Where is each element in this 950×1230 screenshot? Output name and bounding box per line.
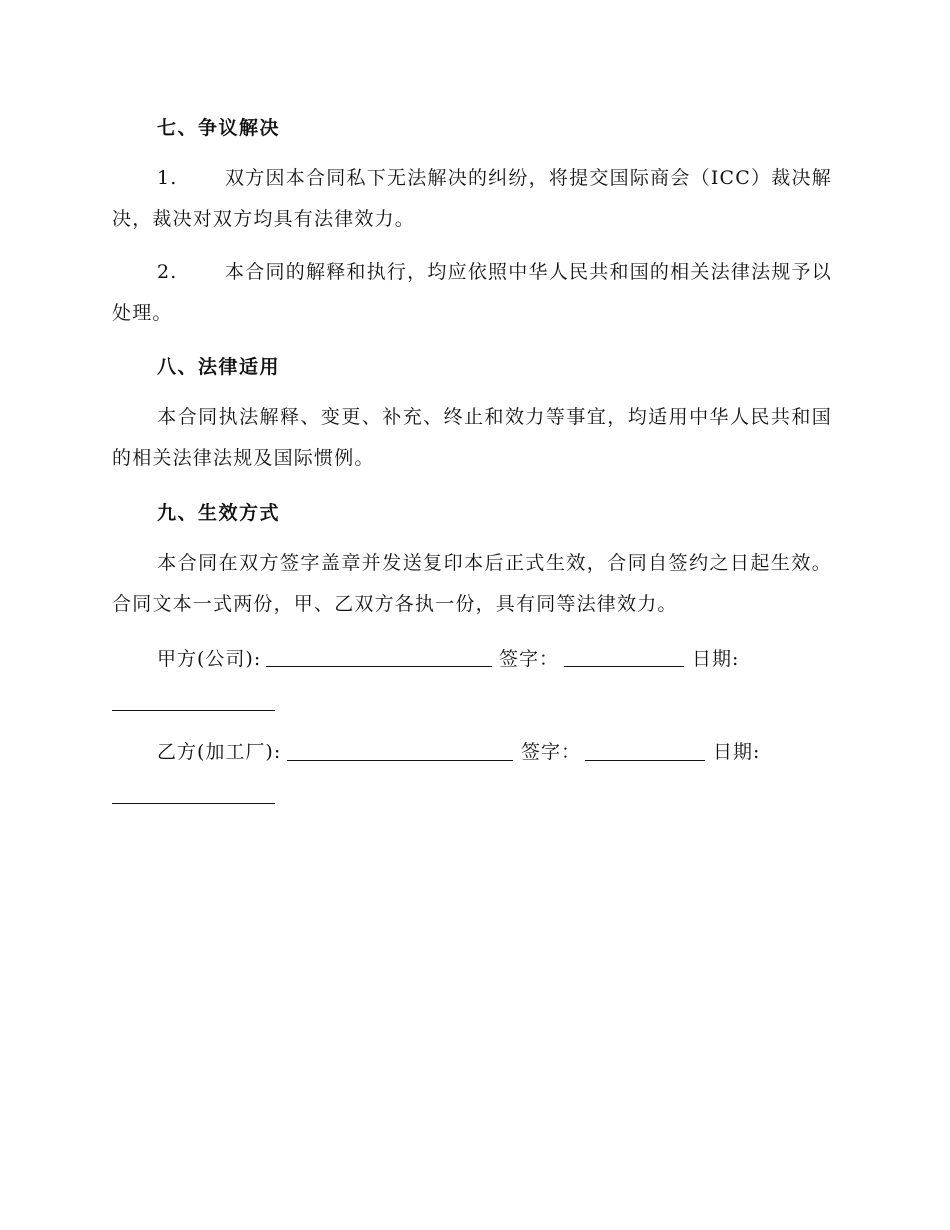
party-b-company-blank[interactable]: [287, 760, 513, 761]
item-text: 双方因本合同私下无法解决的纠纷，将提交国际商会（ICC）裁决解决，裁决对双方均具有法律效力。: [112, 167, 832, 230]
party-b-sign-blank[interactable]: [585, 760, 705, 761]
party-a-company-blank[interactable]: [266, 666, 492, 667]
party-b-label: 乙方(加工厂):: [157, 741, 282, 763]
party-a-sign-label: 签字：: [499, 648, 560, 670]
section-7-item-2: [112, 252, 832, 334]
party-b-date-label: 日期:: [713, 741, 761, 763]
party-b-date-blank[interactable]: [112, 803, 275, 804]
section-7-item-1: [112, 158, 832, 240]
paragraph-text: 本合同在双方签字盖章并发送复印本后正式生效，合同自签约之日起生效。合同文本一式两份，甲、乙双方各执一份，具有同等法律效力。: [112, 552, 832, 615]
paragraph-text: 本合同执法解释、变更、补充、终止和效力等事宜，均适用中华人民共和国的相关法律法规及国际惯例。: [112, 406, 832, 469]
section-9-heading: 九、生效方式: [157, 502, 281, 524]
party-b-sign-label: 签字：: [521, 741, 582, 763]
party-a-date-blank[interactable]: [112, 710, 275, 711]
party-a-label: 甲方(公司):: [157, 648, 262, 670]
section-8-heading: 八、法律适用: [157, 356, 281, 378]
item-number: 2.: [157, 261, 178, 283]
item-text: 本合同的解释和执行，均应依照中华人民共和国的相关法律法规予以处理。: [112, 261, 832, 324]
party-a-date-label: 日期:: [692, 648, 740, 670]
section-7-heading: 七、争议解决: [157, 117, 281, 139]
section-8-paragraph: [112, 397, 832, 479]
section-9-paragraph: [112, 543, 832, 625]
party-a-sign-blank[interactable]: [564, 666, 684, 667]
item-number: 1.: [157, 167, 178, 189]
